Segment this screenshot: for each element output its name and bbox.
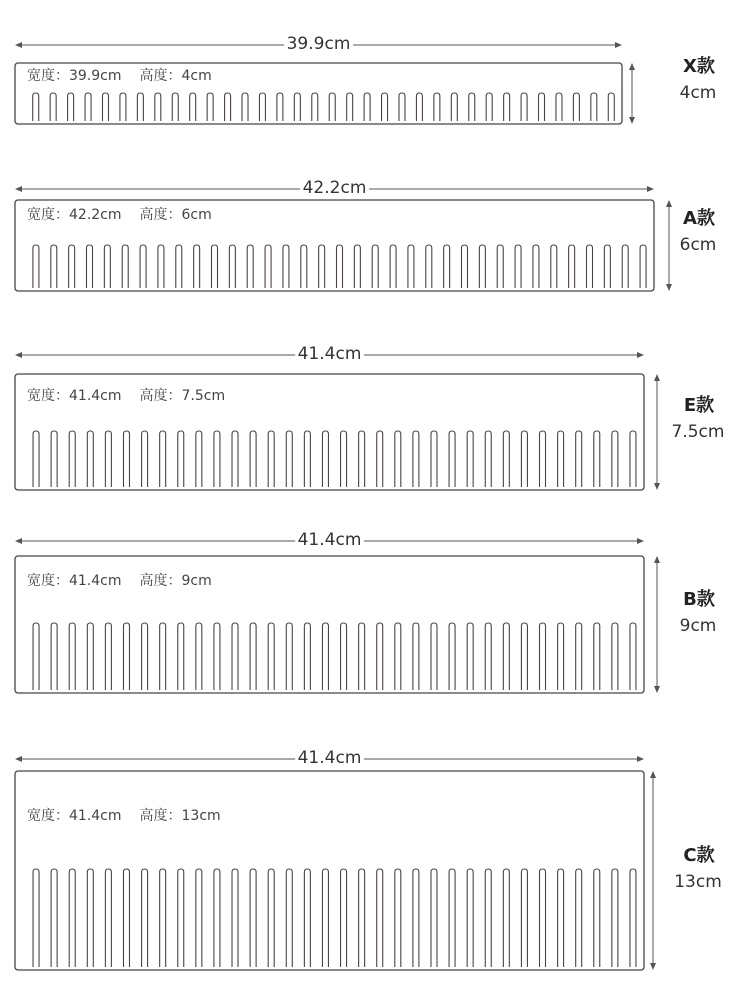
divider-slot bbox=[250, 431, 256, 487]
divider-slot bbox=[608, 93, 614, 121]
divider-slot bbox=[232, 623, 238, 690]
divider-slot bbox=[382, 93, 388, 121]
spec-text bbox=[27, 67, 212, 85]
divider-slot bbox=[304, 869, 310, 967]
divider-slot bbox=[286, 869, 292, 967]
divider-slot bbox=[214, 623, 220, 690]
divider-slot bbox=[503, 869, 509, 967]
divider-slot bbox=[573, 93, 579, 121]
divider-slot bbox=[372, 245, 378, 288]
divider-slot bbox=[69, 245, 75, 288]
arrow-up-icon bbox=[666, 200, 672, 207]
arrow-down-icon bbox=[629, 117, 635, 124]
divider-slot bbox=[377, 431, 383, 487]
divider-slot bbox=[196, 623, 202, 690]
divider-slot bbox=[268, 623, 274, 690]
spec-height-value: 4cm bbox=[181, 68, 212, 84]
arrow-right-icon bbox=[637, 538, 644, 544]
divider-slot bbox=[503, 431, 509, 487]
divider-slot bbox=[449, 869, 455, 967]
arrow-left-icon bbox=[15, 186, 22, 192]
divider-slot bbox=[390, 245, 396, 288]
divider-slot bbox=[277, 93, 283, 121]
divider-slot bbox=[469, 93, 475, 121]
divider-slot bbox=[178, 869, 184, 967]
divider-slot bbox=[467, 431, 473, 487]
divider-slot bbox=[354, 245, 360, 288]
divider-slot bbox=[196, 431, 202, 487]
divider-slot bbox=[630, 623, 636, 690]
divider-slot bbox=[87, 431, 93, 487]
arrow-left-icon bbox=[15, 538, 22, 544]
divider-slot bbox=[265, 245, 271, 288]
divider-slot bbox=[558, 869, 564, 967]
divider-slot bbox=[214, 431, 220, 487]
divider-slot bbox=[540, 623, 546, 690]
model-height-label: 6cm bbox=[679, 235, 717, 255]
divider-slot bbox=[431, 623, 437, 690]
spec-text bbox=[27, 572, 212, 590]
model-name: A款 bbox=[683, 208, 715, 229]
divider-slot bbox=[33, 245, 39, 288]
spec-height-value: 7.5cm bbox=[181, 388, 226, 404]
divider-slot bbox=[434, 93, 440, 121]
spec-text bbox=[27, 387, 225, 405]
divider-slot bbox=[51, 869, 57, 967]
arrow-up-icon bbox=[650, 771, 656, 778]
model-name: E款 bbox=[683, 395, 715, 416]
spec-width-label: 宽度： bbox=[27, 808, 69, 824]
divider-slot bbox=[105, 623, 111, 690]
arrow-up-icon bbox=[654, 374, 660, 381]
divider-slot bbox=[232, 869, 238, 967]
divider-slot bbox=[250, 869, 256, 967]
divider-slot bbox=[395, 431, 401, 487]
divider-slot bbox=[630, 869, 636, 967]
divider-slot bbox=[485, 431, 491, 487]
divider-slot bbox=[576, 623, 582, 690]
divider-slot bbox=[319, 245, 325, 288]
divider-slot bbox=[247, 245, 253, 288]
divider-slot bbox=[51, 623, 57, 690]
spec-height-label: 高度： bbox=[139, 808, 182, 824]
divider-drawing bbox=[0, 749, 750, 980]
divider-panel bbox=[0, 531, 750, 703]
divider-slot bbox=[416, 93, 422, 121]
divider-slot bbox=[283, 245, 289, 288]
arrow-right-icon bbox=[637, 352, 644, 358]
spec-width-label: 宽度： bbox=[27, 573, 69, 589]
divider-slot bbox=[104, 245, 110, 288]
divider-slot bbox=[444, 245, 450, 288]
divider-slot bbox=[497, 245, 503, 288]
divider-slot bbox=[33, 431, 39, 487]
divider-panel bbox=[0, 175, 750, 301]
divider-slot bbox=[576, 431, 582, 487]
arrow-up-icon bbox=[654, 556, 660, 563]
divider-panel bbox=[0, 34, 750, 134]
divider-slot bbox=[594, 431, 600, 487]
divider-slot bbox=[359, 869, 365, 967]
divider-slot bbox=[630, 431, 636, 487]
divider-slot bbox=[359, 623, 365, 690]
divider-slot bbox=[268, 869, 274, 967]
divider-slot bbox=[395, 869, 401, 967]
divider-slot bbox=[137, 93, 143, 121]
divider-slot bbox=[212, 245, 218, 288]
arrow-down-icon bbox=[650, 963, 656, 970]
divider-slot bbox=[158, 245, 164, 288]
spec-width-value: 41.4cm bbox=[69, 388, 122, 404]
divider-slot bbox=[399, 93, 405, 121]
divider-slot bbox=[413, 869, 419, 967]
divider-slot bbox=[515, 245, 521, 288]
divider-slot bbox=[341, 869, 347, 967]
divider-slot bbox=[120, 93, 126, 121]
divider-slot bbox=[413, 623, 419, 690]
divider-slot bbox=[85, 93, 91, 121]
divider-slot bbox=[612, 623, 618, 690]
spec-text bbox=[27, 807, 221, 825]
divider-slot bbox=[102, 93, 108, 121]
divider-slot bbox=[364, 93, 370, 121]
model-name: B款 bbox=[683, 589, 715, 610]
divider-slot bbox=[105, 431, 111, 487]
divider-slot bbox=[87, 623, 93, 690]
divider-slot bbox=[33, 93, 39, 121]
spec-height-value: 9cm bbox=[181, 573, 212, 589]
spec-text bbox=[27, 206, 212, 224]
arrow-left-icon bbox=[15, 756, 22, 762]
divider-slot bbox=[142, 623, 148, 690]
divider-slot bbox=[232, 431, 238, 487]
arrow-right-icon bbox=[647, 186, 654, 192]
spec-height-value: 6cm bbox=[181, 207, 212, 223]
divider-slot bbox=[467, 623, 473, 690]
divider-drawing bbox=[0, 531, 750, 703]
divider-slot bbox=[322, 431, 328, 487]
divider-slot bbox=[286, 623, 292, 690]
divider-slot bbox=[486, 93, 492, 121]
divider-slot bbox=[196, 869, 202, 967]
spec-height-label: 高度： bbox=[139, 388, 182, 404]
divider-slot bbox=[142, 869, 148, 967]
divider-slot bbox=[521, 431, 527, 487]
divider-slot bbox=[640, 245, 646, 288]
width-dimension-label: 42.2cm bbox=[300, 178, 370, 198]
divider-slot bbox=[155, 93, 161, 121]
divider-slot bbox=[214, 869, 220, 967]
arrow-left-icon bbox=[15, 352, 22, 358]
width-dimension-label: 41.4cm bbox=[295, 344, 365, 364]
divider-slot bbox=[33, 623, 39, 690]
divider-slot bbox=[521, 93, 527, 121]
divider-slot bbox=[591, 93, 597, 121]
divider-slot bbox=[160, 869, 166, 967]
divider-slot bbox=[69, 869, 75, 967]
divider-slot bbox=[229, 245, 235, 288]
divider-slot bbox=[312, 93, 318, 121]
divider-slot bbox=[341, 431, 347, 487]
divider-slot bbox=[485, 869, 491, 967]
divider-slot bbox=[142, 431, 148, 487]
divider-slot bbox=[123, 869, 129, 967]
divider-slot bbox=[51, 245, 57, 288]
divider-slot bbox=[533, 245, 539, 288]
divider-slot bbox=[540, 431, 546, 487]
divider-slot bbox=[259, 93, 265, 121]
divider-slot bbox=[250, 623, 256, 690]
divider-slot bbox=[431, 869, 437, 967]
divider-slot bbox=[587, 245, 593, 288]
divider-slot bbox=[301, 245, 307, 288]
divider-slot bbox=[604, 245, 610, 288]
divider-slot bbox=[503, 623, 509, 690]
arrow-left-icon bbox=[15, 42, 22, 48]
divider-outline bbox=[15, 771, 644, 970]
divider-slot bbox=[87, 869, 93, 967]
divider-drawing bbox=[0, 343, 750, 500]
width-dimension-label: 41.4cm bbox=[295, 530, 365, 550]
divider-slot bbox=[504, 93, 510, 121]
width-dimension-label: 39.9cm bbox=[284, 34, 354, 54]
divider-slot bbox=[160, 431, 166, 487]
divider-slot bbox=[426, 245, 432, 288]
divider-slot bbox=[268, 431, 274, 487]
arrow-down-icon bbox=[654, 483, 660, 490]
divider-slot bbox=[207, 93, 213, 121]
model-height-label: 13cm bbox=[674, 872, 722, 892]
model-name: X款 bbox=[683, 56, 715, 77]
divider-panel bbox=[0, 343, 750, 500]
divider-slot bbox=[172, 93, 178, 121]
model-height-label: 9cm bbox=[679, 616, 717, 636]
arrow-up-icon bbox=[629, 63, 635, 70]
divider-slot bbox=[551, 245, 557, 288]
arrow-right-icon bbox=[637, 756, 644, 762]
width-dimension-label: 41.4cm bbox=[295, 748, 365, 768]
divider-slot bbox=[612, 869, 618, 967]
divider-slot bbox=[304, 431, 310, 487]
divider-slot bbox=[612, 431, 618, 487]
divider-slot bbox=[286, 431, 292, 487]
model-height-label: 4cm bbox=[679, 83, 717, 103]
arrow-right-icon bbox=[615, 42, 622, 48]
divider-slot bbox=[69, 623, 75, 690]
divider-slot bbox=[337, 245, 343, 288]
divider-slot bbox=[449, 431, 455, 487]
divider-panel bbox=[0, 749, 750, 980]
divider-slot bbox=[539, 93, 545, 121]
spec-width-label: 宽度： bbox=[27, 207, 69, 223]
spec-height-label: 高度： bbox=[139, 573, 182, 589]
divider-slot bbox=[178, 431, 184, 487]
spec-height-label: 高度： bbox=[139, 207, 182, 223]
divider-slot bbox=[140, 245, 146, 288]
divider-slot bbox=[462, 245, 468, 288]
divider-slot bbox=[594, 869, 600, 967]
divider-slot bbox=[540, 869, 546, 967]
divider-slot bbox=[576, 869, 582, 967]
divider-slot bbox=[322, 623, 328, 690]
divider-slot bbox=[449, 623, 455, 690]
spec-width-value: 41.4cm bbox=[69, 808, 122, 824]
spec-width-label: 宽度： bbox=[27, 388, 69, 404]
divider-slot bbox=[294, 93, 300, 121]
divider-slot bbox=[521, 623, 527, 690]
divider-slot bbox=[413, 431, 419, 487]
spec-height-value: 13cm bbox=[181, 808, 221, 824]
divider-slot bbox=[176, 245, 182, 288]
spec-width-value: 41.4cm bbox=[69, 573, 122, 589]
divider-slot bbox=[558, 431, 564, 487]
divider-slot bbox=[347, 93, 353, 121]
divider-slot bbox=[304, 623, 310, 690]
spec-width-label: 宽度： bbox=[27, 68, 69, 84]
divider-slot bbox=[242, 93, 248, 121]
divider-slot bbox=[225, 93, 231, 121]
divider-slot bbox=[377, 869, 383, 967]
divider-slot bbox=[467, 869, 473, 967]
divider-slot bbox=[395, 623, 401, 690]
model-height-label: 7.5cm bbox=[671, 422, 725, 442]
divider-slot bbox=[69, 431, 75, 487]
divider-slot bbox=[322, 869, 328, 967]
model-name: C款 bbox=[683, 845, 715, 866]
divider-slot bbox=[408, 245, 414, 288]
divider-slot bbox=[123, 431, 129, 487]
divider-slot bbox=[33, 869, 39, 967]
divider-slot bbox=[451, 93, 457, 121]
spec-height-label: 高度： bbox=[139, 68, 182, 84]
divider-slot bbox=[569, 245, 575, 288]
divider-slot bbox=[51, 431, 57, 487]
divider-slot bbox=[190, 93, 196, 121]
divider-slot bbox=[123, 623, 129, 690]
divider-slot bbox=[431, 431, 437, 487]
divider-slot bbox=[377, 623, 383, 690]
spec-width-value: 42.2cm bbox=[69, 207, 122, 223]
divider-slot bbox=[329, 93, 335, 121]
arrow-down-icon bbox=[666, 284, 672, 291]
divider-slot bbox=[556, 93, 562, 121]
divider-slot bbox=[594, 623, 600, 690]
divider-slot bbox=[359, 431, 365, 487]
divider-slot bbox=[122, 245, 128, 288]
divider-drawing bbox=[0, 175, 750, 301]
divider-slot bbox=[194, 245, 200, 288]
arrow-down-icon bbox=[654, 686, 660, 693]
divider-slot bbox=[87, 245, 93, 288]
divider-slot bbox=[479, 245, 485, 288]
divider-slot bbox=[485, 623, 491, 690]
divider-slot bbox=[558, 623, 564, 690]
divider-slot bbox=[160, 623, 166, 690]
divider-slot bbox=[521, 869, 527, 967]
divider-slot bbox=[50, 93, 56, 121]
divider-slot bbox=[178, 623, 184, 690]
spec-width-value: 39.9cm bbox=[69, 68, 122, 84]
divider-slot bbox=[341, 623, 347, 690]
divider-slot bbox=[105, 869, 111, 967]
divider-slot bbox=[622, 245, 628, 288]
divider-slot bbox=[68, 93, 74, 121]
